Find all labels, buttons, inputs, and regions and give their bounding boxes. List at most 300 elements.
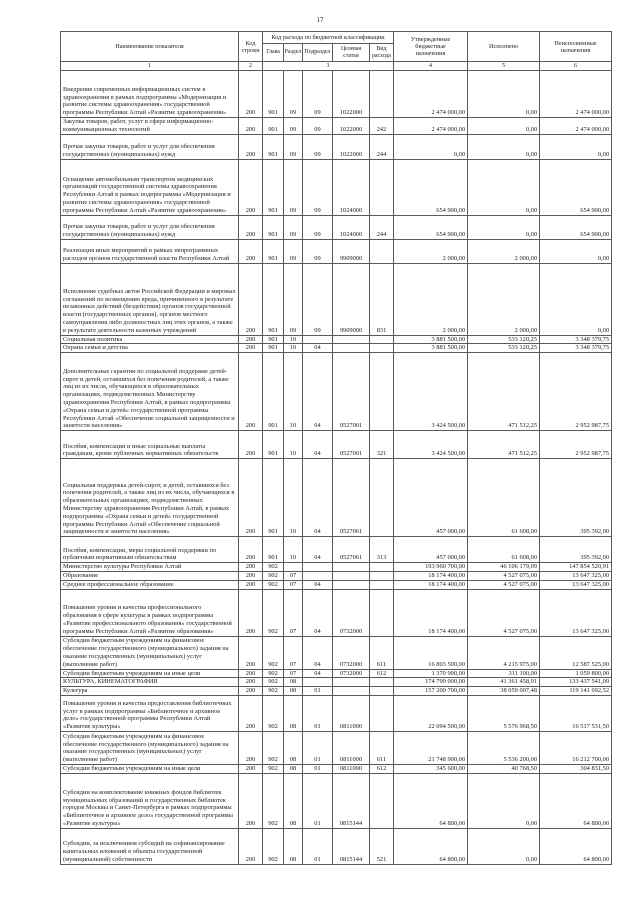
unexecuted-amount-cell: 147 854 520,91: [540, 563, 612, 572]
unexecuted-amount-cell: 64 800,00: [540, 773, 612, 828]
chapter-cell: 902: [263, 678, 284, 687]
row-name-cell: Оснащение автомобильным транспортом медицинских организаций государственной системы здравоохранения Республики Алтай в рамках подпрограммы «Модернизация и развитие системы здравоохранения» государственной программы Республики Алтай «Развитие здравоохранения»: [61, 159, 239, 215]
target-item-cell: 1024000: [333, 159, 370, 215]
table-row: [61, 159, 612, 215]
executed-amount-cell: 2 000,00: [468, 239, 540, 263]
unexecuted-amount-cell: 654 900,00: [540, 159, 612, 215]
header-line-code: Код строки: [239, 32, 263, 62]
executed-amount-cell: 41 361 458,91: [468, 678, 540, 687]
chapter-cell: 902: [263, 764, 284, 773]
target-item-cell: 0811000: [333, 695, 370, 731]
approved-amount-cell: 174 799 000,00: [394, 678, 468, 687]
section-cell: 08: [284, 764, 303, 773]
approved-amount-cell: 22 094 500,00: [394, 695, 468, 731]
line-code-cell: 200: [239, 459, 263, 537]
target-item-cell: 0811000: [333, 731, 370, 764]
approved-amount-cell: 18 174 400,00: [394, 571, 468, 580]
header-expense-type: Вид расхода: [370, 44, 394, 62]
chapter-cell: 901: [263, 159, 284, 215]
expense-type-cell: [370, 353, 394, 431]
section-cell: 08: [284, 731, 303, 764]
executed-amount-cell: 0,00: [468, 215, 540, 239]
section-cell: 09: [284, 215, 303, 239]
row-name-cell: Социальная политика: [61, 335, 239, 344]
expense-type-cell: [370, 239, 394, 263]
line-code-cell: 200: [239, 215, 263, 239]
approved-amount-cell: 18 174 400,00: [394, 580, 468, 589]
header-name: Наименование показателя: [61, 32, 239, 62]
column-number: 1: [61, 62, 239, 71]
unexecuted-amount-cell: 2 952 987,75: [540, 431, 612, 459]
target-item-cell: 0815144: [333, 828, 370, 864]
table-row: [61, 431, 612, 459]
approved-amount-cell: 3 881 500,00: [394, 344, 468, 353]
expense-type-cell: [370, 71, 394, 118]
expense-type-cell: 611: [370, 731, 394, 764]
subsection-cell: 04: [303, 353, 333, 431]
executed-amount-cell: 0,00: [468, 134, 540, 159]
line-code-cell: 200: [239, 571, 263, 580]
unexecuted-amount-cell: 2 474 000,00: [540, 71, 612, 118]
table-row: [61, 669, 612, 678]
table-row: [61, 344, 612, 353]
executed-amount-cell: 38 059 007,48: [468, 687, 540, 696]
target-item-cell: [333, 580, 370, 589]
approved-amount-cell: 3 881 500,00: [394, 335, 468, 344]
row-name-cell: Субсидии, за исключением субсидий на софинансирование капитальных вложений в объекты государственной (муниципальной) собственности: [61, 828, 239, 864]
line-code-cell: 200: [239, 828, 263, 864]
subsection-cell: 04: [303, 589, 333, 636]
approved-amount-cell: 457 000,00: [394, 459, 468, 537]
table-row: [61, 71, 612, 118]
header-budget-classification: Код расхода по бюджетной классификации: [263, 32, 394, 44]
table-row: [61, 580, 612, 589]
approved-amount-cell: 654 900,00: [394, 215, 468, 239]
table-row: [61, 537, 612, 563]
executed-amount-cell: 46 106 179,09: [468, 563, 540, 572]
unexecuted-amount-cell: 16 517 531,50: [540, 695, 612, 731]
unexecuted-amount-cell: 0,00: [540, 263, 612, 335]
expense-type-cell: [370, 687, 394, 696]
subsection-cell: 01: [303, 695, 333, 731]
table-header: [61, 32, 612, 71]
subsection-cell: [303, 571, 333, 580]
table-row: [61, 263, 612, 335]
unexecuted-amount-cell: 12 587 525,00: [540, 636, 612, 669]
section-cell: 09: [284, 71, 303, 118]
approved-amount-cell: 2 474 000,00: [394, 71, 468, 118]
section-cell: 09: [284, 159, 303, 215]
line-code-cell: 200: [239, 589, 263, 636]
executed-amount-cell: 61 608,00: [468, 459, 540, 537]
executed-amount-cell: 0,00: [468, 71, 540, 118]
table-row: [61, 636, 612, 669]
unexecuted-amount-cell: 64 800,00: [540, 828, 612, 864]
table-row: [61, 239, 612, 263]
column-number-row: [61, 62, 612, 71]
unexecuted-amount-cell: 1 059 800,00: [540, 669, 612, 678]
section-cell: 07: [284, 636, 303, 669]
executed-amount-cell: 311 100,00: [468, 669, 540, 678]
chapter-cell: 901: [263, 335, 284, 344]
unexecuted-amount-cell: 0,00: [540, 239, 612, 263]
subsection-cell: 04: [303, 459, 333, 537]
line-code-cell: 200: [239, 344, 263, 353]
target-item-cell: 9909000: [333, 239, 370, 263]
row-name-cell: Реализация иных мероприятий в рамках непрограммных расходов органов государственной власти Республики Алтай: [61, 239, 239, 263]
line-code-cell: 200: [239, 687, 263, 696]
table-row: [61, 215, 612, 239]
header-subsection: Подраздел: [303, 44, 333, 62]
subsection-cell: 04: [303, 537, 333, 563]
section-cell: 08: [284, 678, 303, 687]
table-row: [61, 118, 612, 135]
row-name-cell: Субсидии на комплектование книжных фондов библиотек муниципальных образований и государственных библиотек городов Москвы и Санкт-Петербурга в рамках подпрограммы «Библиотечное и архивное дело» государственной программы «Развитие культуры»: [61, 773, 239, 828]
unexecuted-amount-cell: 304 831,50: [540, 764, 612, 773]
subsection-cell: [303, 335, 333, 344]
section-cell: 10: [284, 344, 303, 353]
executed-amount-cell: 40 768,50: [468, 764, 540, 773]
expense-type-cell: 612: [370, 669, 394, 678]
approved-amount-cell: 654 900,00: [394, 159, 468, 215]
line-code-cell: 200: [239, 118, 263, 135]
subsection-cell: 01: [303, 731, 333, 764]
executed-amount-cell: 533 120,25: [468, 335, 540, 344]
header-row: [61, 32, 612, 44]
target-item-cell: 0732000: [333, 669, 370, 678]
subsection-cell: 09: [303, 118, 333, 135]
row-name-cell: Повышение уровня и качества профессионального образования в сфере культуры в рамках подпрограммы «Развитие профессионального образования» государственной программы Республики Алтай «Развитие образования»: [61, 589, 239, 636]
expense-type-cell: [370, 459, 394, 537]
column-number: 3: [263, 62, 394, 71]
chapter-cell: 901: [263, 263, 284, 335]
expense-type-cell: 831: [370, 263, 394, 335]
chapter-cell: 901: [263, 431, 284, 459]
approved-amount-cell: 1 370 900,00: [394, 669, 468, 678]
expense-type-cell: 611: [370, 636, 394, 669]
unexecuted-amount-cell: 13 647 325,00: [540, 580, 612, 589]
row-name-cell: Охрана семьи и детства: [61, 344, 239, 353]
section-cell: 10: [284, 335, 303, 344]
target-item-cell: [333, 571, 370, 580]
section-cell: 08: [284, 828, 303, 864]
expense-type-cell: [370, 589, 394, 636]
subsection-cell: 01: [303, 687, 333, 696]
chapter-cell: 902: [263, 563, 284, 572]
executed-amount-cell: 4 527 075,00: [468, 580, 540, 589]
row-name-cell: Исполнение судебных актов Российской Федерации и мировых соглашений по возмещению вреда, причиненного в результате незаконных действий (бездействия) органов государственной власти (государственных органов), органов местного самоуправления либо должностных лиц этих органов, а также в результате деятельности казенных учреждений: [61, 263, 239, 335]
unexecuted-amount-cell: 3 348 379,75: [540, 344, 612, 353]
target-item-cell: 0527001: [333, 431, 370, 459]
expense-type-cell: [370, 580, 394, 589]
expense-type-cell: 244: [370, 215, 394, 239]
chapter-cell: 901: [263, 71, 284, 118]
expense-type-cell: [370, 344, 394, 353]
table-row: [61, 828, 612, 864]
subsection-cell: 09: [303, 159, 333, 215]
line-code-cell: 200: [239, 563, 263, 572]
row-name-cell: Прочая закупка товаров, работ и услуг для обеспечения государственных (муниципальных) нужд: [61, 215, 239, 239]
subsection-cell: 04: [303, 669, 333, 678]
executed-amount-cell: 5 576 968,50: [468, 695, 540, 731]
subsection-cell: 09: [303, 239, 333, 263]
chapter-cell: 901: [263, 537, 284, 563]
unexecuted-amount-cell: 133 437 541,09: [540, 678, 612, 687]
section-cell: 10: [284, 537, 303, 563]
section-cell: 09: [284, 263, 303, 335]
row-name-cell: Субсидии бюджетным учреждениям на иные цели: [61, 669, 239, 678]
line-code-cell: 200: [239, 773, 263, 828]
expense-type-cell: 242: [370, 118, 394, 135]
unexecuted-amount-cell: 395 392,00: [540, 459, 612, 537]
line-code-cell: 200: [239, 580, 263, 589]
line-code-cell: 200: [239, 678, 263, 687]
table-row: [61, 335, 612, 344]
executed-amount-cell: 61 608,00: [468, 537, 540, 563]
chapter-cell: 901: [263, 353, 284, 431]
approved-amount-cell: 345 600,00: [394, 764, 468, 773]
line-code-cell: 200: [239, 669, 263, 678]
chapter-cell: 902: [263, 571, 284, 580]
executed-amount-cell: 4 215 975,00: [468, 636, 540, 669]
row-name-cell: КУЛЬТУРА, КИНЕМАТОГРАФИЯ: [61, 678, 239, 687]
executed-amount-cell: 4 527 075,00: [468, 589, 540, 636]
chapter-cell: 902: [263, 669, 284, 678]
approved-amount-cell: 2 000,00: [394, 263, 468, 335]
unexecuted-amount-cell: 2 952 987,75: [540, 353, 612, 431]
approved-amount-cell: 2 000,00: [394, 239, 468, 263]
expense-type-cell: [370, 159, 394, 215]
section-cell: 10: [284, 353, 303, 431]
row-name-cell: Культура: [61, 687, 239, 696]
line-code-cell: 200: [239, 695, 263, 731]
table-row: [61, 134, 612, 159]
row-name-cell: Субсидии бюджетным учреждениям на иные цели: [61, 764, 239, 773]
table-row: [61, 589, 612, 636]
expense-type-cell: [370, 335, 394, 344]
section-cell: 10: [284, 431, 303, 459]
unexecuted-amount-cell: 13 647 325,00: [540, 571, 612, 580]
approved-amount-cell: 21 748 900,00: [394, 731, 468, 764]
chapter-cell: 901: [263, 118, 284, 135]
section-cell: 09: [284, 118, 303, 135]
table-row: [61, 764, 612, 773]
table-row: [61, 695, 612, 731]
row-name-cell: Субсидии бюджетным учреждениям на финансовое обеспечение государственного (муниципального) задания на оказание государственных (муниципальных) услуг (выполнение работ): [61, 636, 239, 669]
row-name-cell: Социальная поддержка детей-сирот, и детей, оставшихся без попечения родителей, а также лиц из их числа, обучающихся в образовательных организациях, подведомственных Министерству здравоохранения Республики Алтай, в рамках подпрограммы «Охрана семьи и детей» государственной программы Республики Алтай «Обеспечение социальной защищенности и занятости населения»: [61, 459, 239, 537]
chapter-cell: 901: [263, 134, 284, 159]
expense-type-cell: 521: [370, 828, 394, 864]
line-code-cell: 200: [239, 353, 263, 431]
section-cell: 10: [284, 459, 303, 537]
budget-execution-table: [60, 31, 612, 865]
executed-amount-cell: 0,00: [468, 828, 540, 864]
approved-amount-cell: 2 474 000,00: [394, 118, 468, 135]
table-row: [61, 773, 612, 828]
chapter-cell: 902: [263, 636, 284, 669]
chapter-cell: 901: [263, 215, 284, 239]
line-code-cell: 200: [239, 335, 263, 344]
approved-amount-cell: 457 000,00: [394, 537, 468, 563]
row-name-cell: Субсидии бюджетным учреждениям на финансовое обеспечение государственного (муниципального) задания на оказание государственных (муниципальных) услуг (выполнение работ): [61, 731, 239, 764]
unexecuted-amount-cell: 654 900,00: [540, 215, 612, 239]
table-row: [61, 563, 612, 572]
subsection-cell: 09: [303, 134, 333, 159]
section-cell: 07: [284, 580, 303, 589]
line-code-cell: 200: [239, 731, 263, 764]
section-cell: 08: [284, 695, 303, 731]
unexecuted-amount-cell: 0,00: [540, 134, 612, 159]
approved-amount-cell: 0,00: [394, 134, 468, 159]
table-row: [61, 353, 612, 431]
target-item-cell: [333, 344, 370, 353]
executed-amount-cell: 471 512,25: [468, 353, 540, 431]
chapter-cell: 902: [263, 695, 284, 731]
header-section: Раздел: [284, 44, 303, 62]
row-name-cell: Министерство культуры Республики Алтай: [61, 563, 239, 572]
target-item-cell: 0527001: [333, 353, 370, 431]
subsection-cell: 01: [303, 764, 333, 773]
approved-amount-cell: 64 800,00: [394, 828, 468, 864]
header-target-item: Целевая статья: [333, 44, 370, 62]
expense-type-cell: 313: [370, 537, 394, 563]
row-name-cell: Пособия, компенсации, меры социальной поддержки по публичным нормативным обязательствам: [61, 537, 239, 563]
subsection-cell: 04: [303, 431, 333, 459]
unexecuted-amount-cell: 119 141 692,52: [540, 687, 612, 696]
row-name-cell: Дополнительные гарантии по социальной поддержке детей-сирот и детей, оставшихся без попечения родителей, а также лиц из их числа, обучающихся в образовательных организациях, подведомственных Министерству здравоохранения Республики Алтай, в рамках подпрограммы «Охрана семьи и детей» государственной программы Республики Алтай «Обеспечение социальной защищенности и занятости населения»: [61, 353, 239, 431]
expense-type-cell: 321: [370, 431, 394, 459]
executed-amount-cell: 4 527 075,00: [468, 571, 540, 580]
section-cell: 08: [284, 687, 303, 696]
approved-amount-cell: 3 424 500,00: [394, 431, 468, 459]
line-code-cell: 200: [239, 764, 263, 773]
executed-amount-cell: 0,00: [468, 118, 540, 135]
expense-type-cell: [370, 773, 394, 828]
row-name-cell: Прочая закупка товаров, работ и услуг для обеспечения государственных (муниципальных) нужд: [61, 134, 239, 159]
subsection-cell: 04: [303, 580, 333, 589]
approved-amount-cell: 3 424 500,00: [394, 353, 468, 431]
table-row: [61, 459, 612, 537]
table-row: [61, 678, 612, 687]
chapter-cell: 901: [263, 239, 284, 263]
approved-amount-cell: 193 960 700,00: [394, 563, 468, 572]
row-name-cell: Среднее профессиональное образование: [61, 580, 239, 589]
line-code-cell: 200: [239, 134, 263, 159]
target-item-cell: 0732000: [333, 636, 370, 669]
target-item-cell: 1022000: [333, 118, 370, 135]
subsection-cell: 01: [303, 773, 333, 828]
section-cell: [284, 563, 303, 572]
subsection-cell: 09: [303, 263, 333, 335]
row-name-cell: Повышение уровня и качества предоставления библиотечных услуг в рамках подпрограммы «Библиотечное и архивное дело» государственной программы Республики Алтай «Развитие культуры»: [61, 695, 239, 731]
section-cell: 09: [284, 239, 303, 263]
target-item-cell: 0815144: [333, 773, 370, 828]
target-item-cell: 1024000: [333, 215, 370, 239]
chapter-cell: 902: [263, 580, 284, 589]
section-cell: 09: [284, 134, 303, 159]
executed-amount-cell: 0,00: [468, 773, 540, 828]
expense-type-cell: [370, 678, 394, 687]
line-code-cell: 200: [239, 431, 263, 459]
approved-amount-cell: 16 803 500,00: [394, 636, 468, 669]
expense-type-cell: [370, 563, 394, 572]
subsection-cell: 09: [303, 215, 333, 239]
executed-amount-cell: 5 536 200,00: [468, 731, 540, 764]
table-row: [61, 687, 612, 696]
page-number: 17: [316, 16, 324, 24]
target-item-cell: [333, 335, 370, 344]
line-code-cell: 200: [239, 537, 263, 563]
subsection-cell: [303, 563, 333, 572]
approved-amount-cell: 64 800,00: [394, 773, 468, 828]
target-item-cell: 1022000: [333, 134, 370, 159]
header-executed: Исполнено: [468, 32, 540, 62]
target-item-cell: 1022000: [333, 71, 370, 118]
unexecuted-amount-cell: 16 212 700,00: [540, 731, 612, 764]
target-item-cell: 9909000: [333, 263, 370, 335]
target-item-cell: 0527061: [333, 459, 370, 537]
target-item-cell: 0527061: [333, 537, 370, 563]
chapter-cell: 902: [263, 687, 284, 696]
section-cell: 07: [284, 589, 303, 636]
chapter-cell: 902: [263, 589, 284, 636]
header-unexecuted: Неисполненные назначения: [540, 32, 612, 62]
approved-amount-cell: 157 200 700,00: [394, 687, 468, 696]
target-item-cell: [333, 687, 370, 696]
line-code-cell: 200: [239, 71, 263, 118]
unexecuted-amount-cell: 2 474 000,00: [540, 118, 612, 135]
column-number: 4: [394, 62, 468, 71]
target-item-cell: [333, 678, 370, 687]
table-row: [61, 571, 612, 580]
chapter-cell: 902: [263, 731, 284, 764]
expense-type-cell: 612: [370, 764, 394, 773]
subsection-cell: 09: [303, 71, 333, 118]
column-number: 6: [540, 62, 612, 71]
subsection-cell: 01: [303, 828, 333, 864]
subsection-cell: 04: [303, 636, 333, 669]
chapter-cell: 901: [263, 344, 284, 353]
unexecuted-amount-cell: 3 348 379,75: [540, 335, 612, 344]
executed-amount-cell: 0,00: [468, 159, 540, 215]
section-cell: 08: [284, 773, 303, 828]
unexecuted-amount-cell: 395 392,00: [540, 537, 612, 563]
line-code-cell: 200: [239, 239, 263, 263]
column-number: 2: [239, 62, 263, 71]
line-code-cell: 200: [239, 159, 263, 215]
line-code-cell: 200: [239, 636, 263, 669]
expense-type-cell: [370, 695, 394, 731]
section-cell: 07: [284, 669, 303, 678]
subsection-cell: [303, 678, 333, 687]
table-row: [61, 731, 612, 764]
chapter-cell: 902: [263, 773, 284, 828]
executed-amount-cell: 533 120,25: [468, 344, 540, 353]
line-code-cell: 200: [239, 263, 263, 335]
executed-amount-cell: 471 512,25: [468, 431, 540, 459]
chapter-cell: 901: [263, 459, 284, 537]
table-body: [61, 71, 612, 865]
row-name-cell: Пособия, компенсации и иные социальные выплаты гражданам, кроме публичных нормативных обязательств: [61, 431, 239, 459]
column-number: 5: [468, 62, 540, 71]
subsection-cell: 04: [303, 344, 333, 353]
target-item-cell: 0732000: [333, 589, 370, 636]
header-approved: Утвержденные бюджетные назначения: [394, 32, 468, 62]
row-name-cell: Закупка товаров, работ, услуг в сфере информационно-коммуникационных технологий: [61, 118, 239, 135]
target-item-cell: [333, 563, 370, 572]
executed-amount-cell: 2 000,00: [468, 263, 540, 335]
unexecuted-amount-cell: 13 647 325,00: [540, 589, 612, 636]
